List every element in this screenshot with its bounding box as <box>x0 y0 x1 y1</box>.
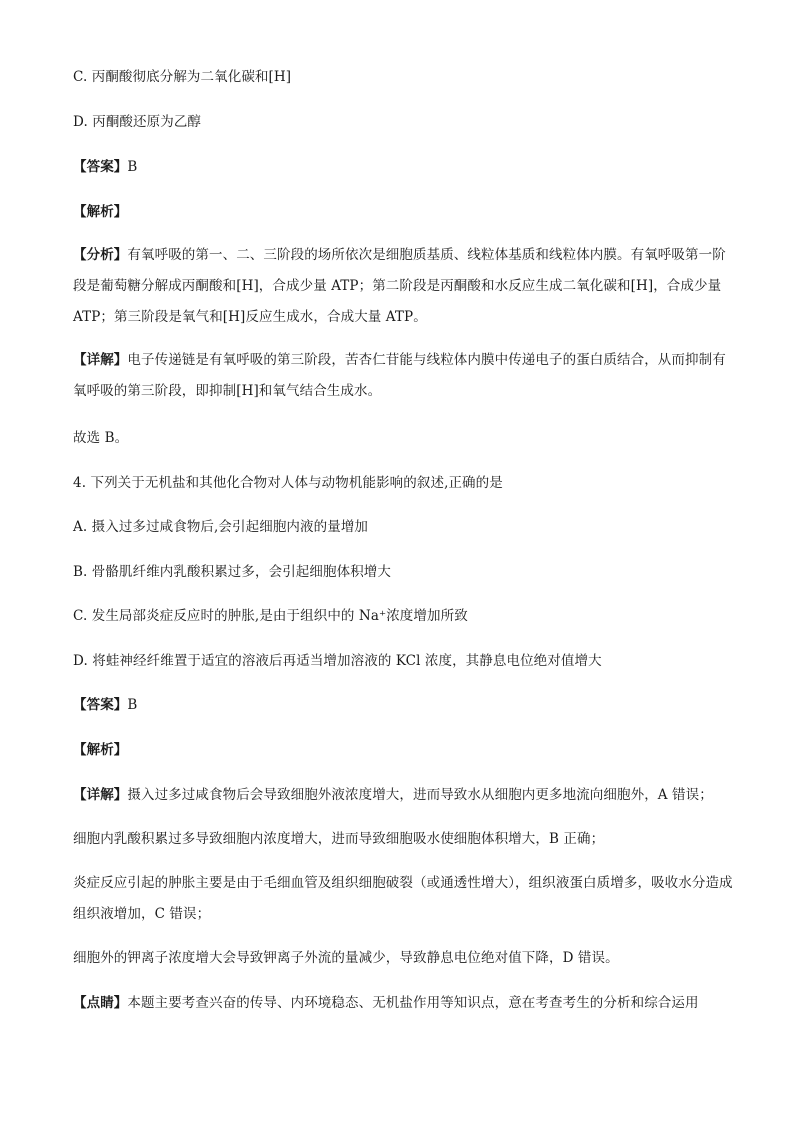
dianjing-text: 本题主要考查兴奋的传导、内环境稳态、无机盐作用等知识点，意在考查考生的分析和综合运用 <box>127 995 699 1011</box>
xiangjie-tag: 【详解】 <box>73 352 128 368</box>
conclusion-line: 故选 B。 <box>73 430 129 446</box>
answer-value: B <box>127 159 138 175</box>
option-c: C. 发生局部炎症反应时的肿胀,是由于组织中的 Na⁺浓度增加所致 <box>73 608 468 624</box>
detail-line-b: 细胞内乳酸积累过多导致细胞内浓度增大，进而导致细胞吸水使细胞体积增大，B 正确； <box>73 831 605 847</box>
analysis-heading-1 <box>73 202 733 222</box>
xiangjie-text: 电子传递链是有氧呼吸的第三阶段，苦杏仁苷能与线粒体内膜中传递电子的蛋白质结合，从而抑制有氧呼吸的第三阶段，即抑制[H]和氧气结合生成水。 <box>73 352 726 399</box>
answer-tag: 【答案】 <box>73 159 128 175</box>
analysis-paragraph <box>73 240 733 333</box>
detail-paragraph-1 <box>73 345 733 407</box>
analysis-heading-2 <box>73 740 733 760</box>
analysis-tag-2: 【解析】 <box>73 742 128 758</box>
option-c-prev: C. 丙酮酸彻底分解为二氧化碳和[H] <box>73 69 292 85</box>
detail-a-text: 摄入过多过咸食物后会导致细胞外液浓度增大，进而导致水从细胞内更多地流向细胞外，A 错误； <box>127 787 713 803</box>
fenxi-tag: 【分析】 <box>73 247 128 263</box>
dianjing-tag: 【点睛】 <box>73 995 128 1011</box>
xiangjie-tag-2: 【详解】 <box>73 787 128 803</box>
option-a: A. 摄入过多过咸食物后,会引起细胞内液的量增加 <box>73 519 369 535</box>
fenxi-text: 有氧呼吸的第一、二、三阶段的场所依次是细胞质基质、线粒体基质和线粒体内膜。有氧呼吸第一阶段是葡萄糖分解成丙酮酸和[H]，合成少量 ATP；第二阶段是丙酮酸和水反应生成二氧化碳和[H]，合成少量 ATP；第三阶段是氧气和[H]反应生成水，合成大量 ATP。 <box>73 247 726 325</box>
detail-line-a <box>73 785 733 805</box>
question-4-stem: 4. 下列关于无机盐和其他化合物对人体与动物机能影响的叙述,正确的是 <box>73 475 503 491</box>
detail-line-c: 炎症反应引起的肿胀主要是由于毛细血管及组织细胞破裂（或通透性增大），组织液蛋白质增多，吸收水分造成组织液增加，C 错误； <box>73 875 733 922</box>
detail-line-d: 细胞外的钾离子浓度增大会导致钾离子外流的量减少，导致静息电位绝对值下降，D 错误。 <box>73 950 619 966</box>
option-d-prev: D. 丙酮酸还原为乙醇 <box>73 114 202 130</box>
dianjing-line <box>73 993 733 1013</box>
option-d: D. 将蛙神经纤维置于适宜的溶液后再适当增加溶液的 KCl 浓度，其静息电位绝对值增大 <box>73 653 602 669</box>
answer-line-2 <box>73 695 733 715</box>
option-b: B. 骨骼肌纤维内乳酸积累过多，会引起细胞体积增大 <box>73 564 392 580</box>
answer-value-2: B <box>127 697 138 713</box>
answer-tag-2: 【答案】 <box>73 697 128 713</box>
analysis-tag: 【解析】 <box>73 204 128 220</box>
answer-line-1 <box>73 157 733 177</box>
